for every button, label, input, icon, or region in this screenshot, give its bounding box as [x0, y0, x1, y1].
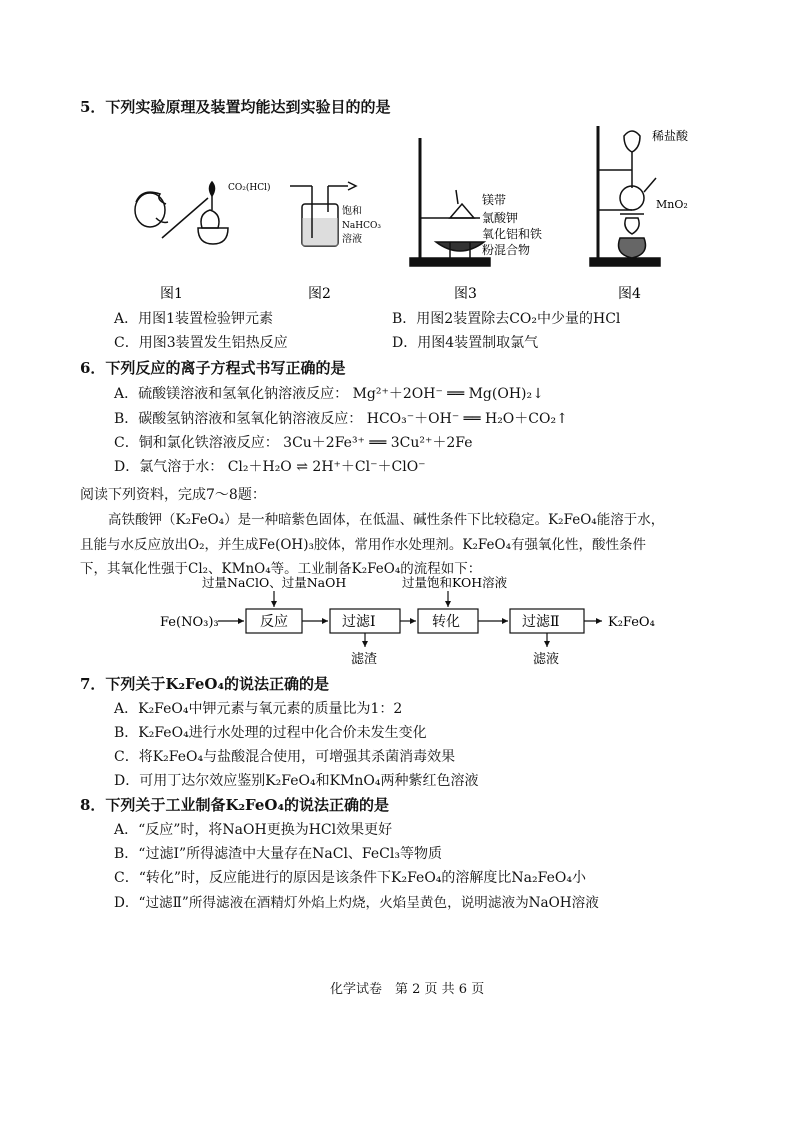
q7-option-b: B．K₂FeO₄进行水处理的过程中化合价未发生变化 [114, 725, 427, 741]
flow-chart [160, 575, 680, 670]
fig2-gas-in-label: CO₂(HCl) [228, 183, 271, 193]
q6-option-c-text: C．铜和氯化铁溶液反应： [114, 435, 279, 451]
q6-option-b [114, 408, 568, 428]
flow-start: Fe(NO₃)₃ [160, 615, 219, 630]
q8-option-b: B．“过滤Ⅰ”所得滤渣中大量存在NaCl、FeCl₃等物质 [114, 846, 442, 862]
fig4-caption: 图4 [618, 286, 641, 302]
fig4-diagram [590, 126, 660, 266]
q8-option-d: D．“过滤Ⅱ”所得滤液在酒精灯外焰上灼烧，火焰呈黄色，说明滤液为NaOH溶液 [114, 895, 599, 911]
q8-option-a: A．“反应”时，将NaOH更换为HCl效果更好 [114, 822, 393, 838]
q5-option-c: C．用图3装置发生铝热反应 [114, 335, 288, 351]
flow-reagent-2: 过量饱和KOH溶液 [402, 575, 508, 590]
fig2-caption: 图2 [308, 286, 331, 302]
q5-option-b: B．用图2装置除去CO₂中少量的HCl [392, 311, 621, 327]
fig3-label-4: 粉混合物 [482, 243, 531, 257]
fig1-diagram [135, 182, 228, 244]
flow-step-reaction: 反应 [260, 614, 288, 630]
q7-option-c: C．将K₂FeO₄与盐酸混合使用，可增强其杀菌消毒效果 [114, 749, 456, 765]
reading-paragraph-line-2: 且能与水反应放出O₂，并生成Fe(OH)₃胶体，常用作水处理剂。K₂FeO₄有强氧化性，酸性条件 [80, 537, 646, 553]
fig2-solution-label-1: 饱和 [342, 206, 362, 217]
flow-output-filtrate: 滤液 [533, 652, 560, 667]
q6-option-d-eq: Cl₂＋H₂O ⇌ 2H⁺＋Cl⁻＋ClO⁻ [227, 459, 426, 475]
fig3-diagram [410, 138, 490, 266]
reading-paragraph-line-3: 下，其氧化性强于Cl₂、KMnO₄等。工业制备K₂FeO₄的流程如下： [80, 561, 482, 577]
q5-option-d: D．用图4装置制取氯气 [392, 335, 539, 351]
fig3-label-2: 氯酸钾 [482, 211, 519, 225]
q5-figures [120, 118, 690, 308]
q5-stem: 5．下列实验原理及装置均能达到实验目的的是 [80, 98, 391, 116]
flow-step-conversion: 转化 [432, 614, 460, 630]
flow-output-residue: 滤渣 [351, 652, 378, 667]
flow-reagent-1: 过量NaClO、过量NaOH [202, 575, 347, 590]
fig3-label-1: 镁带 [482, 193, 507, 207]
flow-step-filter-2: 过滤Ⅱ [522, 614, 560, 630]
reading-intro: 阅读下列资料，完成7～8题： [80, 487, 266, 503]
fig2-solution-label-3: 溶液 [342, 234, 362, 245]
q8-stem: 8．下列关于工业制备K₂FeO₄的说法正确的是 [80, 796, 390, 814]
q7-stem: 7．下列关于K₂FeO₄的说法正确的是 [80, 675, 330, 693]
fig3-caption: 图3 [454, 286, 477, 302]
q6-option-a-text: A．硫酸镁溶液和氢氧化钠溶液反应： [114, 386, 349, 402]
q6-option-d-text: D．氯气溶于水： [114, 459, 224, 475]
q8-option-c: C．“转化”时，反应能进行的原因是该条件下K₂FeO₄的溶解度比Na₂FeO₄小 [114, 870, 586, 886]
q6-option-a [114, 383, 544, 403]
fig2-solution-label-2: NaHCO₃ [342, 221, 381, 231]
q6-option-d [114, 456, 426, 476]
fig4-label-2: MnO₂ [656, 198, 688, 211]
q5-option-a: A．用图1装置检验钾元素 [114, 311, 274, 327]
page-footer: 化学试卷 第 2 页 共 6 页 [330, 982, 485, 997]
flow-product: K₂FeO₄ [608, 615, 655, 630]
fig3-label-3: 氧化铝和铁 [482, 227, 543, 241]
reading-paragraph-line-1: 高铁酸钾（K₂FeO₄）是一种暗紫色固体，在低温、碱性条件下比较稳定。K₂FeO₄能溶于水， [108, 512, 665, 528]
q6-option-b-text: B．碳酸氢钠溶液和氢氧化钠溶液反应： [114, 411, 363, 427]
fig1-caption: 图1 [160, 286, 183, 302]
q6-option-c [114, 432, 473, 452]
q6-option-c-eq: 3Cu＋2Fe³⁺ ══ 3Cu²⁺＋2Fe [283, 435, 473, 451]
q6-stem: 6．下列反应的离子方程式书写正确的是 [80, 359, 346, 377]
q6-option-a-eq: Mg²⁺＋2OH⁻ ══ Mg(OH)₂↓ [352, 386, 544, 402]
q7-option-a: A．K₂FeO₄中钾元素与氧元素的质量比为1：2 [114, 701, 403, 717]
fig4-label-1: 稀盐酸 [652, 129, 689, 143]
q7-option-d: D．可用丁达尔效应鉴别K₂FeO₄和KMnO₄两种紫红色溶液 [114, 773, 479, 789]
flow-step-filter-1: 过滤Ⅰ [342, 614, 376, 630]
q6-option-b-eq: HCO₃⁻＋OH⁻ ══ H₂O＋CO₂↑ [366, 411, 568, 427]
